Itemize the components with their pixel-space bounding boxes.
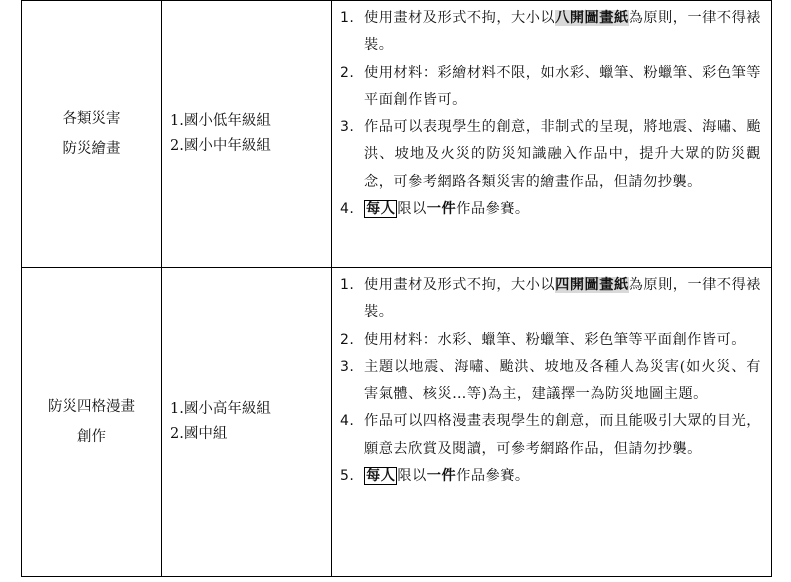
category-cell [22, 1, 162, 268]
rules-list [340, 272, 761, 490]
rule-text: 作品參賽。 [456, 201, 530, 218]
rule-number: 2. [340, 331, 355, 348]
rule-text: 限以 [397, 201, 427, 218]
bold-emphasis: 一件 [426, 201, 457, 218]
rule-number: 3. [340, 119, 355, 136]
rule-number: 5. [340, 468, 355, 485]
grade-item: 1.國小低年級組 [170, 113, 271, 129]
category-cell [22, 268, 162, 577]
category-line: 防災四格漫畫 [48, 399, 135, 415]
rule-text: 使用材料：彩繪材料不限，如水彩、蠟筆、粉蠟筆、彩色筆等平面創作皆可。 [364, 64, 761, 108]
grade-cell [162, 1, 332, 268]
rule-item [340, 114, 761, 196]
rule-text: 使用畫材及形式不拘，大小以 [364, 10, 556, 26]
rule-text: 主題以地震、海嘯、颱洪、坡地及各種人為災害(如火災、有害氣體、核災…等)為主，建議擇一為防災地圖主題。 [364, 358, 761, 403]
rule-text: 作品可以表現學生的創意，非制式的呈現，將地震、海嘯、颱洪、坡地及火災的防災知識融入作品中，提升大眾的防災觀念，可參考網路各類災害的繪畫作品，但請勿抄襲。 [364, 119, 761, 190]
rules-list [340, 5, 761, 223]
category-line: 防災繪畫 [62, 141, 121, 157]
rule-number: 4. [340, 413, 355, 430]
grade-item: 1.國小高年級組 [170, 401, 271, 417]
rule-item [340, 272, 761, 327]
grade-cell [162, 268, 332, 577]
category-line: 創作 [77, 429, 106, 445]
rule-number: 1. [340, 277, 355, 293]
rule-item [340, 354, 761, 409]
competition-rules-table [21, 0, 772, 577]
rule-text: 使用材料：水彩、蠟筆、粉蠟筆、彩色筆等平面創作皆可。 [364, 331, 746, 348]
rule-number: 2. [340, 64, 355, 81]
rule-number: 1. [340, 10, 355, 26]
rule-number: 4. [340, 201, 355, 218]
bold-emphasis: 一件 [426, 468, 457, 485]
rule-item [340, 463, 761, 490]
grade-item: 2.國中組 [170, 426, 228, 442]
boxed-emphasis: 每人 [366, 201, 396, 218]
rule-item [340, 196, 761, 223]
rule-item [340, 60, 761, 115]
grade-item: 2.國小中年級組 [170, 138, 271, 154]
rules-cell [332, 1, 772, 268]
boxed-emphasis: 每人 [366, 468, 396, 485]
rule-item [340, 408, 761, 463]
rule-text: 為原則，一律不得裱裝。 [364, 277, 761, 321]
paper-size-highlight: 八開圖畫紙 [555, 10, 629, 26]
rule-text: 作品參賽。 [456, 468, 530, 485]
rule-number: 3. [340, 358, 355, 375]
category-line: 各類災害 [62, 111, 121, 127]
rule-text: 作品可以四格漫畫表現學生的創意，而且能吸引大眾的目光，願意去欣賞及閱讀，可參考網路作品，但請勿抄襲。 [364, 413, 761, 457]
rule-item [340, 327, 761, 354]
rule-text: 使用畫材及形式不拘，大小以 [364, 277, 556, 293]
paper-size-highlight: 四開圖畫紙 [555, 277, 629, 293]
rule-text: 限以 [397, 468, 427, 485]
table-row [22, 1, 772, 268]
rule-item [340, 5, 761, 60]
rules-cell [332, 268, 772, 577]
rule-text: 為原則，一律不得裱裝。 [364, 10, 761, 54]
table-row [22, 268, 772, 577]
